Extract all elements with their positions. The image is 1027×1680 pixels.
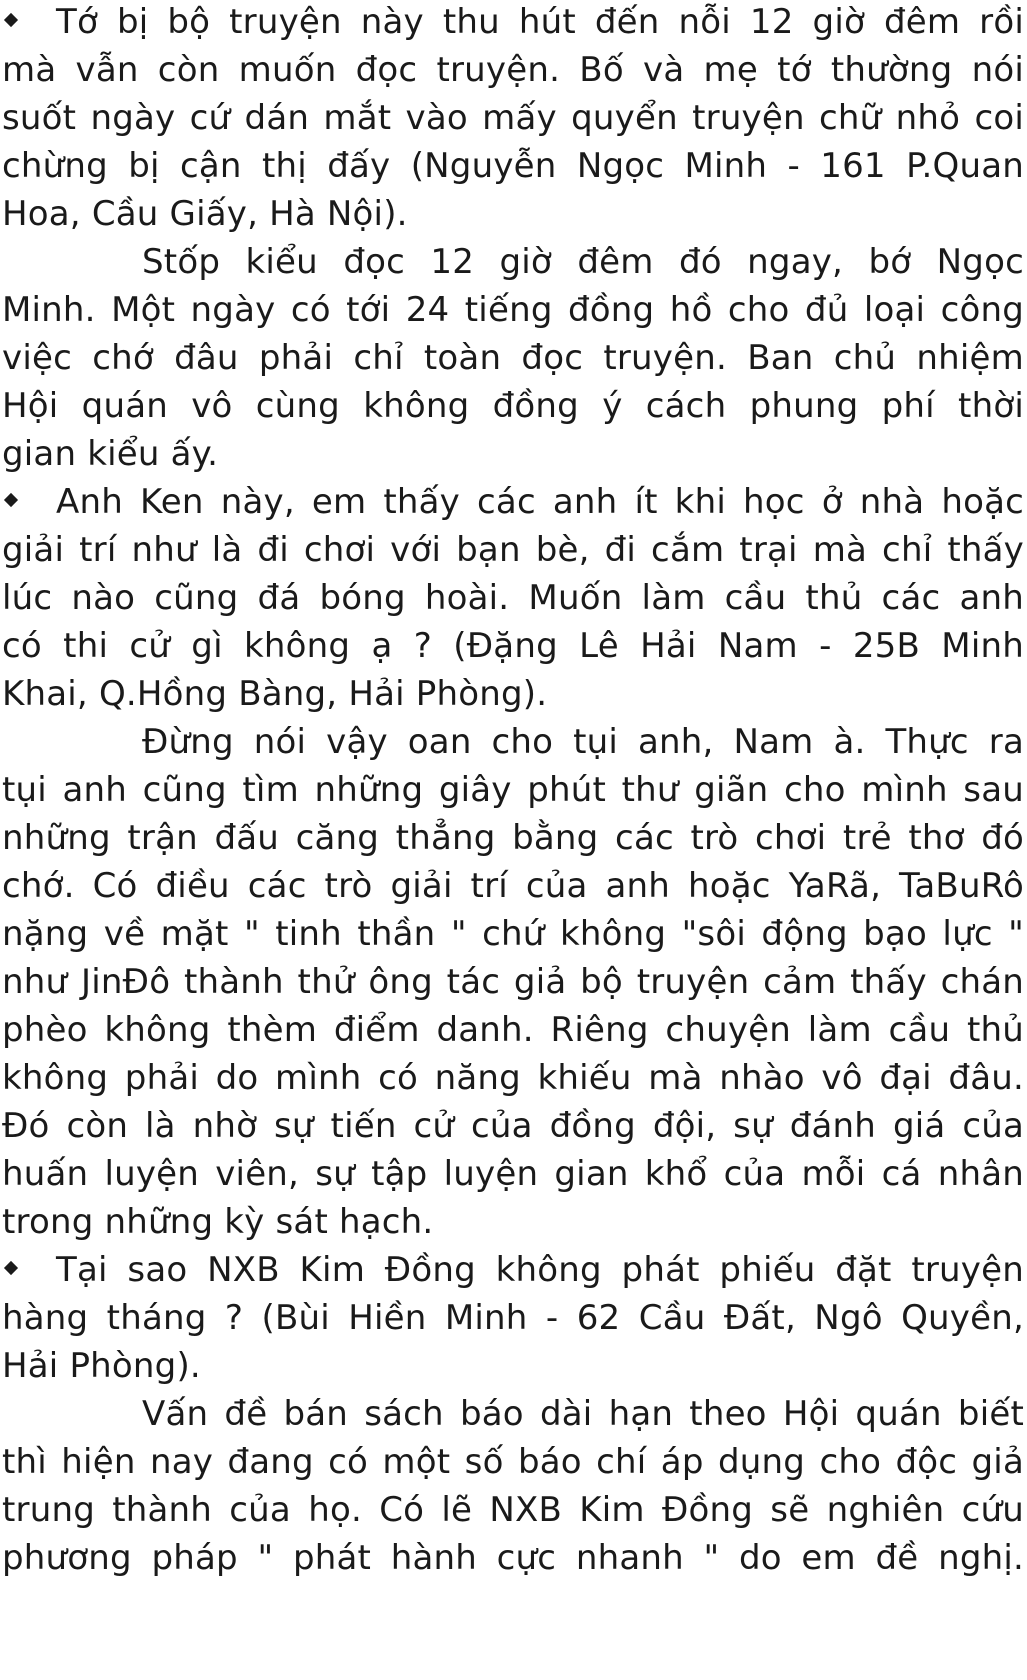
text-line: Hải Phòng). — [2, 1346, 201, 1386]
text-line: có thi cử gì không ạ ? (Đặng Lê Hải Nam - 25B Minh — [2, 626, 1024, 666]
text-line: gian kiểu ấy. — [2, 434, 219, 474]
text-line: Khai, Q.Hồng Bàng, Hải Phòng). — [2, 674, 548, 714]
text-line: lúc nào cũng đá bóng hoài. Muốn làm cầu thủ các anh — [2, 578, 1024, 618]
text-line: phương pháp " phát hành cực nhanh " do em đề nghị. — [2, 1538, 1024, 1578]
text-line: hàng tháng ? (Bùi Hiền Minh - 62 Cầu Đất, Ngô Quyền, — [2, 1298, 1024, 1338]
text-line: thì hiện nay đang có một số báo chí áp dụng cho độc giả — [2, 1442, 1024, 1482]
text-line: chớ. Có điều các trò giải trí của anh hoặc YaRã, TaBuRô — [2, 866, 1024, 906]
text-line: Tại sao NXB Kim Đồng không phát phiếu đặt truyện — [2, 1244, 1024, 1296]
text-line: chừng bị cận thị đấy (Nguyễn Ngọc Minh - 161 P.Quan — [2, 146, 1024, 186]
text-line: Đừng nói vậy oan cho tụi anh, Nam à. Thực ra — [142, 722, 1024, 762]
text-line: huấn luyện viên, sự tập luyện gian khổ của mỗi cá nhân — [2, 1154, 1024, 1194]
text-line: mà vẫn còn muốn đọc truyện. Bố và mẹ tớ thường nói — [2, 50, 1024, 90]
text-line: tụi anh cũng tìm những giây phút thư giãn cho mình sau — [2, 770, 1024, 810]
bullet-diamond-icon — [4, 492, 18, 506]
text-line: Đó còn là nhờ sự tiến cử của đồng đội, sự đánh giá của — [2, 1106, 1024, 1146]
text-line: Anh Ken này, em thấy các anh ít khi học ở nhà hoặc — [2, 476, 1024, 528]
bullet-diamond-icon — [4, 1260, 18, 1274]
text-line: suốt ngày cứ dán mắt vào mấy quyển truyện chữ nhỏ coi — [2, 98, 1024, 138]
text-line: nặng về mặt " tinh thần " chứ không "sôi động bạo lực " — [2, 914, 1024, 954]
text-line: Tớ bị bộ truyện này thu hút đến nỗi 12 giờ đêm rồi — [2, 0, 1024, 48]
text-line: Minh. Một ngày có tới 24 tiếng đồng hồ cho đủ loại công — [2, 290, 1024, 330]
bullet-diamond-icon — [4, 12, 18, 26]
text-line: phèo không thèm điểm danh. Riêng chuyện làm cầu thủ — [2, 1010, 1024, 1050]
text-line: giải trí như là đi chơi với bạn bè, đi cắm trại mà chỉ thấy — [2, 530, 1024, 570]
text-line: Hoa, Cầu Giấy, Hà Nội). — [2, 194, 408, 234]
text-line: Vấn đề bán sách báo dài hạn theo Hội quán biết — [142, 1394, 1024, 1434]
text-line: việc chớ đâu phải chỉ toàn đọc truyện. Ban chủ nhiệm — [2, 338, 1024, 378]
text-line: trung thành của họ. Có lẽ NXB Kim Đồng sẽ nghiên cứu — [2, 1490, 1024, 1530]
text-line: không phải do mình có năng khiếu mà nhào vô đại đâu. — [2, 1058, 1024, 1098]
text-line: Hội quán vô cùng không đồng ý cách phung phí thời — [2, 386, 1024, 426]
text-line: như JinĐô thành thử ông tác giả bộ truyện cảm thấy chán — [2, 962, 1024, 1002]
text-line: Stốp kiểu đọc 12 giờ đêm đó ngay, bớ Ngọc — [142, 242, 1024, 282]
text-line: trong những kỳ sát hạch. — [2, 1202, 434, 1242]
text-line: những trận đấu căng thẳng bằng các trò chơi trẻ thơ đó — [2, 818, 1024, 858]
